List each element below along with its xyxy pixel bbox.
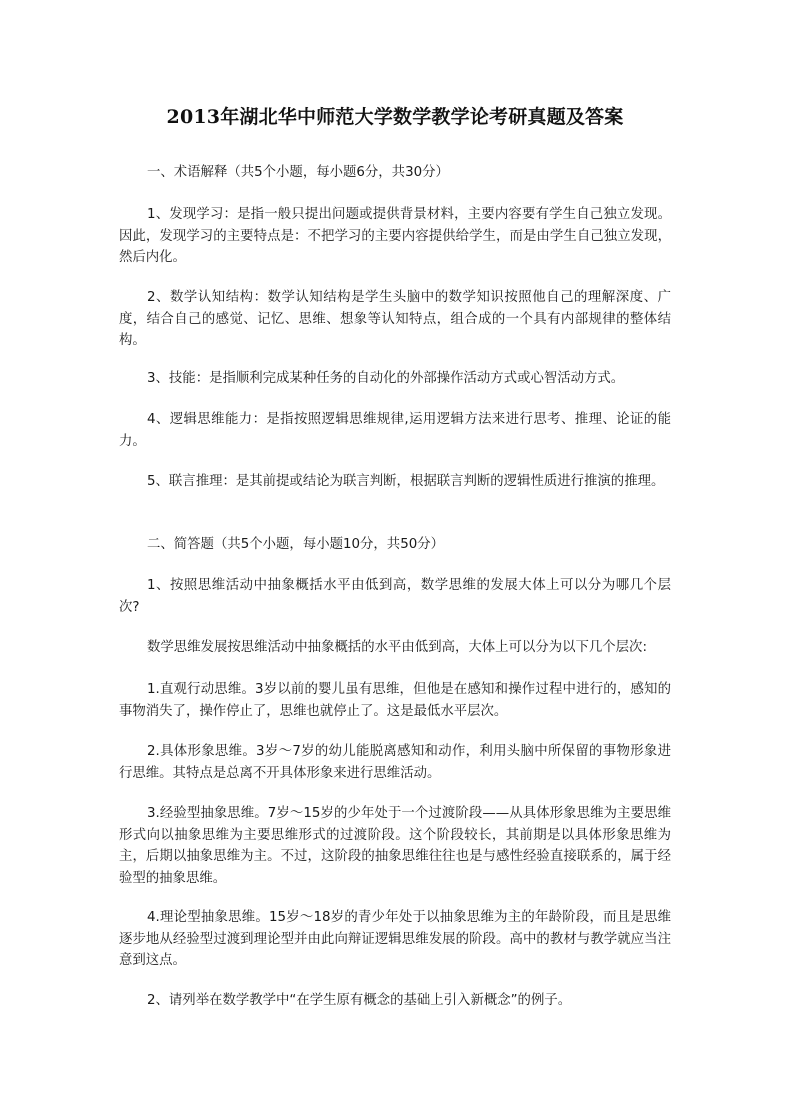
answer-1-intro: 数学思维发展按思维活动中抽象概括的水平由低到高，大体上可以分为以下几个层次:: [147, 640, 647, 655]
term-item-1: 1、发现学习：是指一般只提出问题或提供背景材料，主要内容要有学生自己独立发现。因此，发现学习的主要特点是：不把学习的主要内容提供给学生，而是由学生自己独立发现，然后内化。: [119, 207, 671, 265]
section-1-heading: 一、术语解释（共5个小题，每小题6分，共30分）: [147, 165, 449, 180]
question-1: 1、按照思维活动中抽象概括水平由低到高，数学思维的发展大体上可以分为哪几个层次?: [119, 578, 671, 615]
term-item-5: 5、联言推理：是其前提或结论为联言判断，根据联言判断的逻辑性质进行推演的推理。: [147, 474, 665, 489]
answer-1-level-4: 4.理论型抽象思维。15岁～18岁的青少年处于以抽象思维为主的年龄阶段，而且是思维逐步地从经验型过渡到理论型并由此向辩证逻辑思维发展的阶段。高中的教材与教学就应当注意到这点。: [119, 910, 671, 968]
term-item-3: 3、技能：是指顺利完成某种任务的自动化的外部操作活动方式或心智活动方式。: [147, 371, 625, 386]
document-title: 2013年湖北华中师范大学数学教学论考研真题及答案: [166, 106, 624, 128]
section-2-heading: 二、简答题（共5个小题，每小题10分，共50分）: [147, 537, 445, 552]
term-item-4: 4、逻辑思维能力：是指按照逻辑思维规律,运用逻辑方法来进行思考、推理、论证的能力。: [119, 412, 671, 449]
question-2: 2、请列举在数学教学中“在学生原有概念的基础上引入新概念”的例子。: [147, 993, 572, 1008]
answer-1-level-1: 1.直观行动思维。3岁以前的婴儿虽有思维，但他是在感知和操作过程中进行的，感知的事物消失了，操作停止了，思维也就停止了。这是最低水平层次。: [119, 682, 671, 719]
answer-1-level-3: 3.经验型抽象思维。7岁～15岁的少年处于一个过渡阶段——从具体形象思维为主要思维形式向以抽象思维为主要思维形式的过渡阶段。这个阶段较长，其前期是以具体形象思维为主，后期以抽象思维为主。不过，这阶段的抽象思维往往也是与感性经验直接联系的，属于经验型的抽象思维。: [119, 806, 671, 886]
answer-1-level-2: 2.具体形象思维。3岁～7岁的幼儿能脱离感知和动作，利用头脑中所保留的事物形象进行思维。其特点是总离不开具体形象来进行思维活动。: [119, 744, 671, 781]
term-item-2: 2、数学认知结构：数学认知结构是学生头脑中的数学知识按照他自己的理解深度、广度，结合自己的感觉、记忆、思维、想象等认知特点，组合成的一个具有内部规律的整体结构。: [119, 290, 671, 348]
